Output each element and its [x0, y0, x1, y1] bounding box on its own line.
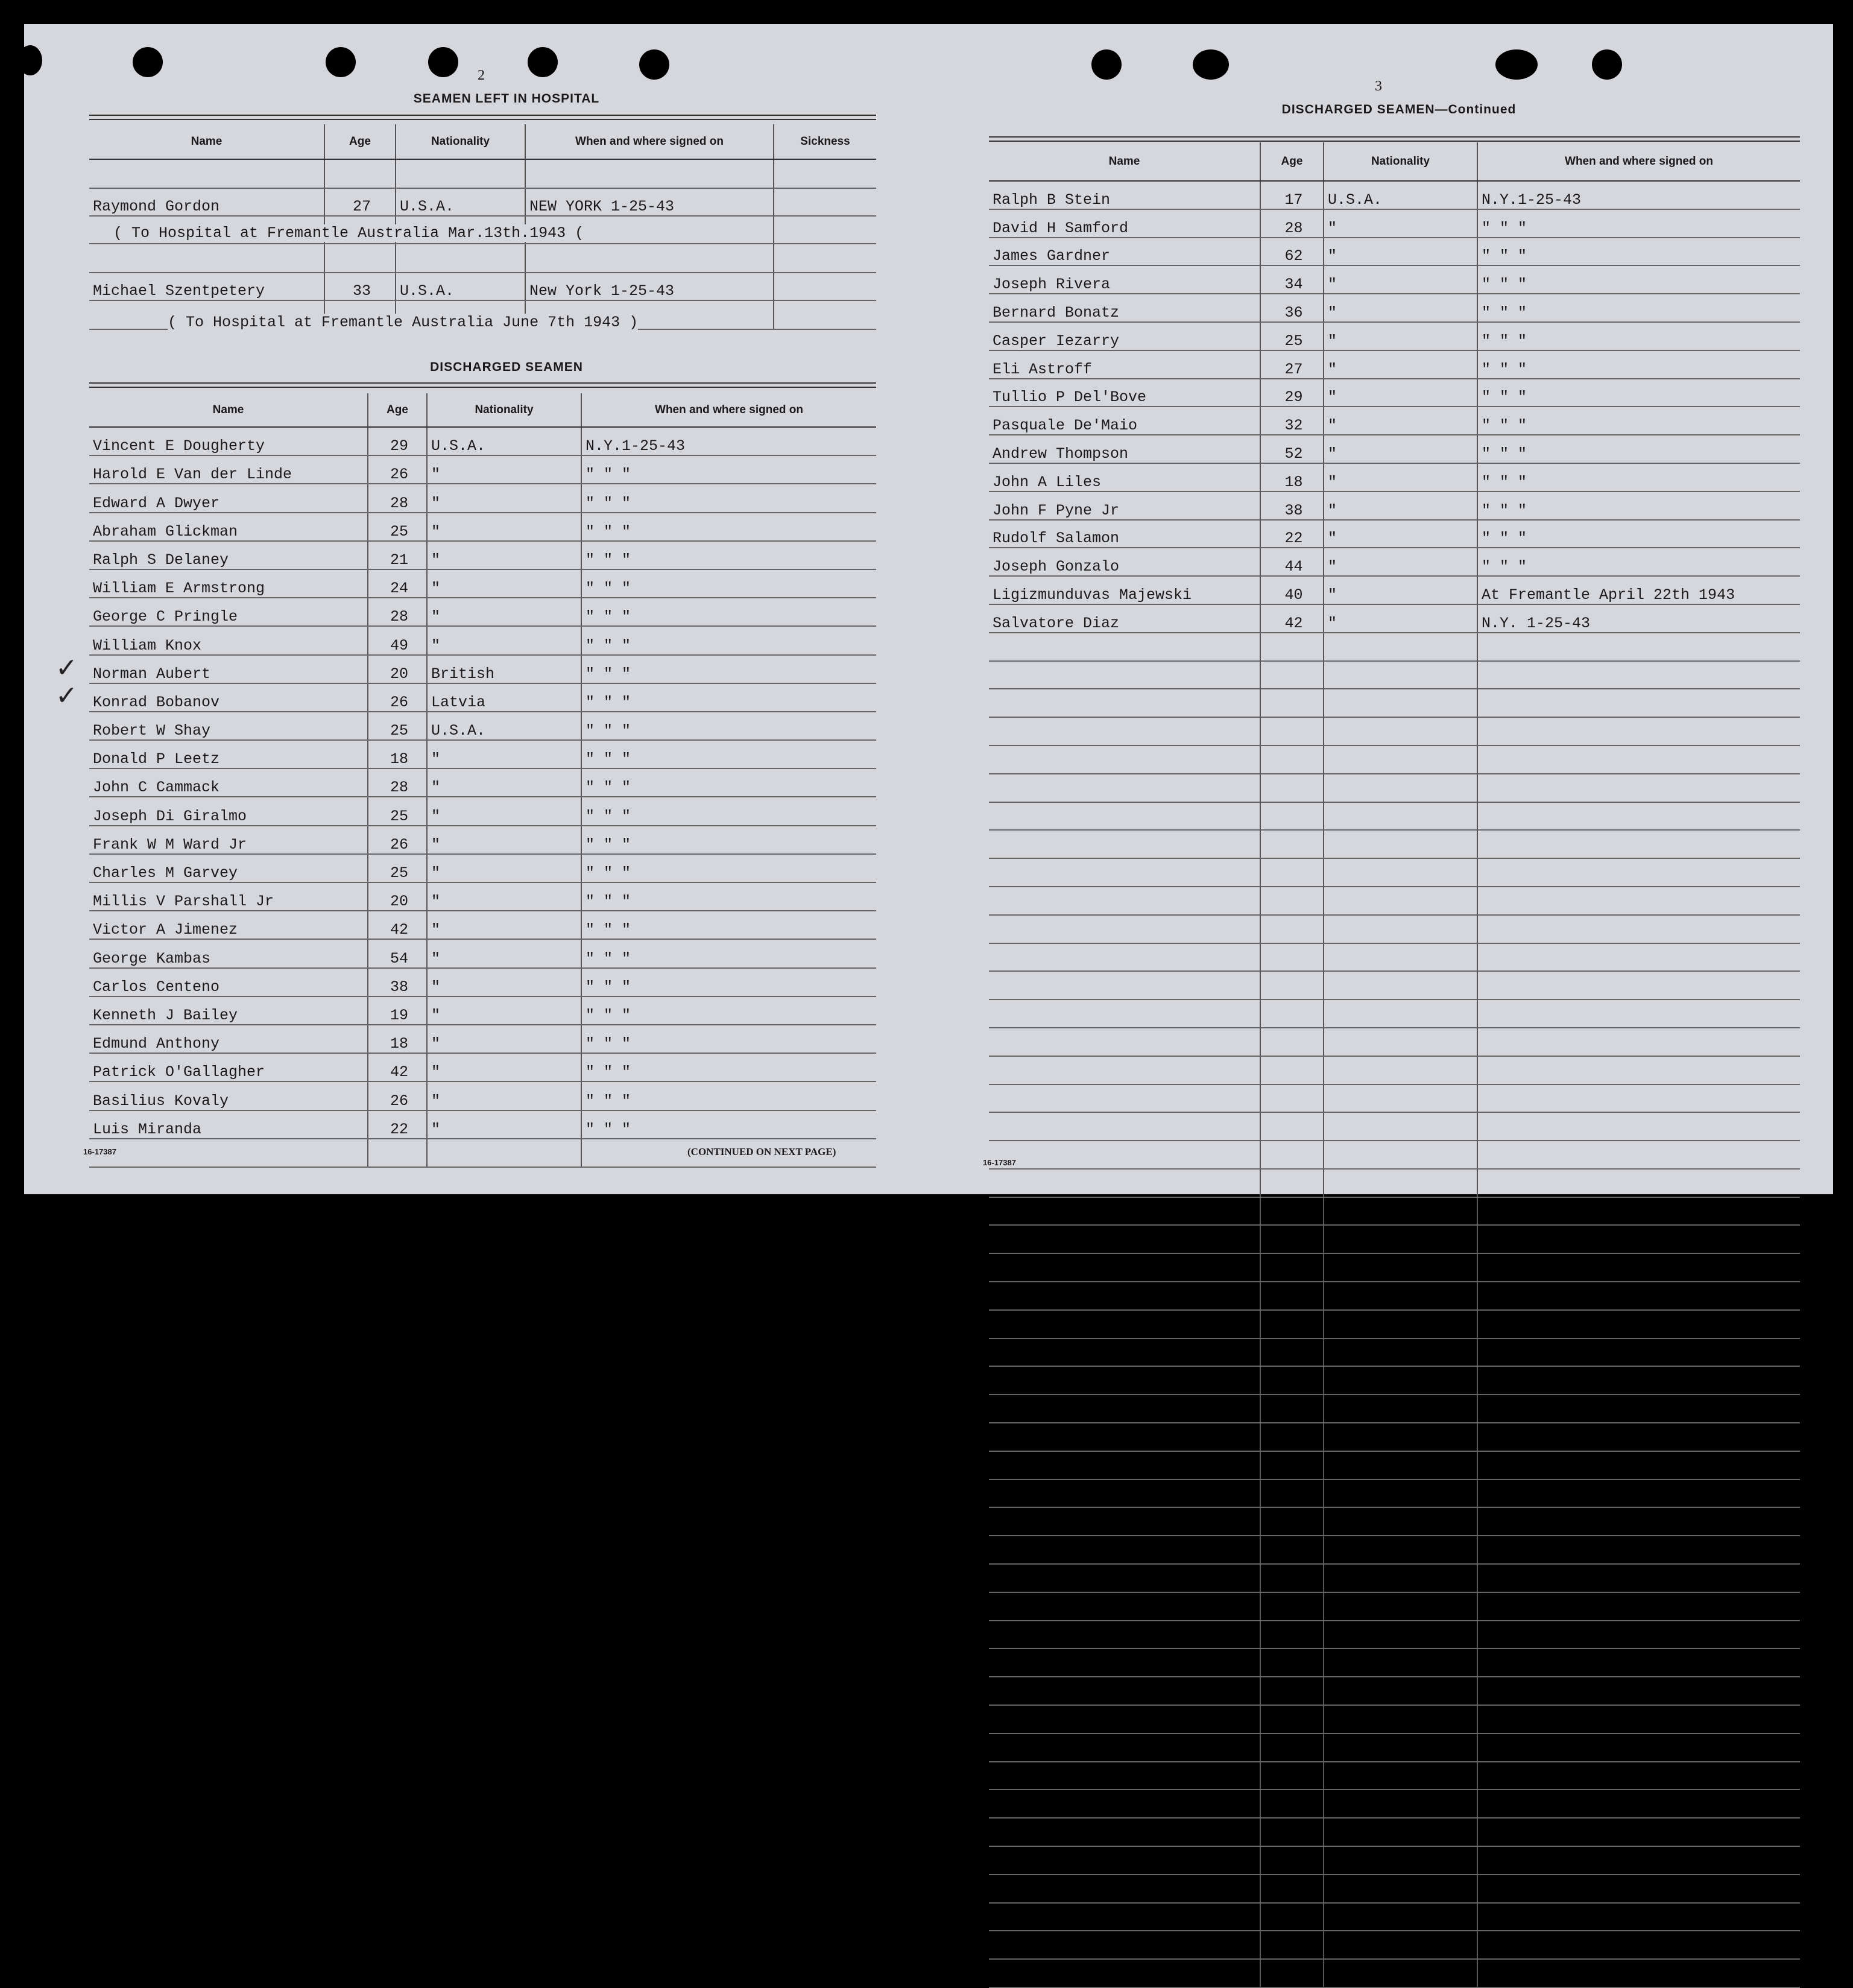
table-row [89, 1025, 876, 1053]
seaman-name: Ligizmunduvas Majewski [989, 576, 1260, 604]
col-header-name: Name [989, 142, 1260, 181]
table-row [989, 576, 1800, 604]
table-row [989, 492, 1800, 520]
seaman-age: 44 [1260, 548, 1324, 576]
page-number: 3 [1375, 78, 1382, 94]
checkmark: ✓ [55, 680, 78, 711]
table-row [989, 435, 1800, 463]
form-number: 16-17387 [83, 1147, 116, 1156]
seaman-name: Michael Szentpetery [89, 273, 324, 300]
title-rule [89, 382, 876, 388]
col-header-name: Name [89, 124, 324, 159]
seaman-age: 20 [368, 655, 427, 683]
seaman-name: Charles M Garvey [89, 854, 368, 882]
seaman-nationality: U.S.A. [427, 712, 581, 740]
seaman-nationality: " [427, 455, 581, 484]
seaman-nationality: " [427, 541, 581, 569]
table-row [89, 797, 876, 825]
binder-hole [1592, 49, 1622, 80]
table-row [989, 520, 1800, 548]
seaman-name: John C Cammack [89, 768, 368, 797]
seaman-signed-on: " " " [581, 1025, 876, 1053]
seaman-signed-on: " " " [581, 911, 876, 939]
seaman-age: 28 [368, 484, 427, 512]
seaman-name: Abraham Glickman [89, 513, 368, 541]
seaman-nationality: " [1324, 604, 1477, 633]
seaman-nationality: " [427, 797, 581, 825]
seaman-name: Luis Miranda [89, 1110, 368, 1139]
seaman-age: 24 [368, 569, 427, 598]
seaman-signed-on: " " " [581, 513, 876, 541]
seaman-nationality: " [427, 996, 581, 1025]
seaman-name: Victor A Jimenez [89, 911, 368, 939]
seaman-name: Casper Iezarry [989, 322, 1260, 350]
table-row [89, 768, 876, 797]
seaman-name: Edmund Anthony [89, 1025, 368, 1053]
seaman-signed-on: N.Y.1-25-43 [1477, 181, 1800, 209]
table-row [989, 548, 1800, 576]
seaman-signed-on: " " " [581, 712, 876, 740]
seaman-name: William E Armstrong [89, 569, 368, 598]
seaman-signed-on: " " " [581, 797, 876, 825]
seaman-signed-on: " " " [1477, 379, 1800, 407]
seaman-signed-on: " " " [581, 598, 876, 626]
seaman-nationality: " [427, 740, 581, 768]
seaman-nationality: " [427, 1053, 581, 1081]
seaman-name: Robert W Shay [89, 712, 368, 740]
seaman-name: Edward A Dwyer [89, 484, 368, 512]
table-row [89, 655, 876, 683]
table-row [989, 604, 1800, 633]
seaman-nationality: " [1324, 265, 1477, 294]
seaman-age: 27 [1260, 350, 1324, 379]
col-header-signed-on: When and where signed on [1477, 142, 1800, 181]
seaman-age: 54 [368, 939, 427, 967]
seaman-signed-on: " " " [1477, 322, 1800, 350]
seaman-nationality: " [427, 513, 581, 541]
table-row [89, 1053, 876, 1081]
table-row [89, 513, 876, 541]
seaman-signed-on: " " " [581, 569, 876, 598]
seaman-nationality: " [1324, 379, 1477, 407]
seaman-age: 20 [368, 882, 427, 911]
seaman-name: Konrad Bobanov [89, 683, 368, 712]
seaman-name: John A Liles [989, 463, 1260, 492]
seaman-nationality: U.S.A. [1324, 181, 1477, 209]
seaman-signed-on: " " " [581, 455, 876, 484]
checkmark: ✓ [55, 653, 78, 683]
seaman-age: 42 [368, 911, 427, 939]
seaman-nationality: " [1324, 294, 1477, 322]
seaman-age: 28 [1260, 209, 1324, 238]
table-row [989, 350, 1800, 379]
seaman-age: 26 [368, 826, 427, 854]
table-row [989, 209, 1800, 238]
seaman-nationality: " [427, 569, 581, 598]
seaman-age: 22 [368, 1110, 427, 1139]
table-row [989, 294, 1800, 322]
form-number: 16-17387 [983, 1158, 1016, 1167]
seaman-signed-on: " " " [581, 655, 876, 683]
table-row [89, 968, 876, 996]
seaman-age: 25 [368, 712, 427, 740]
seaman-name: Millis V Parshall Jr [89, 882, 368, 911]
seaman-age: 38 [1260, 492, 1324, 520]
seaman-signed-on: " " " [581, 1110, 876, 1139]
seaman-nationality: " [1324, 576, 1477, 604]
seaman-signed-on: At Fremantle April 22th 1943 [1477, 576, 1800, 604]
seaman-name: Eli Astroff [989, 350, 1260, 379]
manifest-sheet [24, 24, 1833, 1194]
seaman-signed-on: " " " [1477, 350, 1800, 379]
seaman-nationality: " [427, 598, 581, 626]
seaman-name: William Knox [89, 626, 368, 654]
col-header-signed-on: When and where signed on [525, 124, 774, 159]
binder-hole [133, 47, 163, 77]
seaman-name: Norman Aubert [89, 655, 368, 683]
col-header-signed-on: When and where signed on [581, 393, 876, 427]
discharged-section-title: DISCHARGED SEAMEN [430, 360, 583, 374]
seaman-name: Patrick O'Gallagher [89, 1053, 368, 1081]
seaman-name: Frank W M Ward Jr [89, 826, 368, 854]
table-row [89, 427, 876, 455]
seaman-sickness [774, 273, 876, 300]
seaman-signed-on: " " " [1477, 265, 1800, 294]
col-header-sickness: Sickness [774, 124, 876, 159]
col-header-age: Age [1260, 142, 1324, 181]
seaman-age: 27 [324, 188, 396, 216]
binder-hole [326, 47, 356, 77]
table-row [89, 911, 876, 939]
seaman-age: 22 [1260, 520, 1324, 548]
seaman-name: Vincent E Dougherty [89, 427, 368, 455]
seaman-nationality: " [427, 484, 581, 512]
seaman-name: Joseph Gonzalo [989, 548, 1260, 576]
seaman-signed-on: " " " [581, 626, 876, 654]
seaman-age: 49 [368, 626, 427, 654]
seaman-age: 62 [1260, 238, 1324, 266]
table-row [89, 882, 876, 911]
seaman-signed-on: " " " [1477, 294, 1800, 322]
seaman-name: Salvatore Diaz [989, 604, 1260, 633]
seaman-signed-on: " " " [1477, 520, 1800, 548]
table-row [89, 598, 876, 626]
seaman-nationality: " [427, 911, 581, 939]
table-row [89, 854, 876, 882]
seaman-age: 36 [1260, 294, 1324, 322]
hospital-note: ( To Hospital at Fremantle Australia Mar.13th.1943 ( [113, 224, 584, 242]
table-row [89, 939, 876, 967]
col-header-age: Age [368, 393, 427, 427]
table-row [89, 455, 876, 484]
seaman-age: 25 [368, 513, 427, 541]
seaman-signed-on: NEW YORK 1-25-43 [525, 188, 774, 216]
table-row [89, 273, 876, 300]
seaman-nationality: U.S.A. [427, 427, 581, 455]
seaman-age: 19 [368, 996, 427, 1025]
binder-hole [528, 47, 558, 77]
seaman-signed-on: " " " [581, 768, 876, 797]
binder-hole [639, 49, 669, 80]
seaman-name: Ralph B Stein [989, 181, 1260, 209]
seaman-signed-on: " " " [1477, 435, 1800, 463]
seaman-signed-on: " " " [581, 541, 876, 569]
seaman-name: Raymond Gordon [89, 188, 324, 216]
table-row [989, 379, 1800, 407]
seaman-nationality: " [427, 626, 581, 654]
seaman-age: 33 [324, 273, 396, 300]
table-row [989, 463, 1800, 492]
seaman-name: Ralph S Delaney [89, 541, 368, 569]
table-row [989, 407, 1800, 435]
seaman-nationality: " [427, 826, 581, 854]
seaman-age: 18 [1260, 463, 1324, 492]
seaman-name: Andrew Thompson [989, 435, 1260, 463]
seaman-age: 29 [1260, 379, 1324, 407]
seaman-nationality: " [427, 1081, 581, 1110]
title-rule [989, 136, 1800, 142]
seaman-nationality: " [1324, 463, 1477, 492]
binder-hole [428, 47, 458, 77]
seaman-nationality: " [1324, 492, 1477, 520]
table-row [89, 626, 876, 654]
seaman-nationality: " [1324, 407, 1477, 435]
seaman-name: Basilius Kovaly [89, 1081, 368, 1110]
seaman-nationality: " [427, 768, 581, 797]
binder-hole [1495, 49, 1538, 80]
seaman-nationality: " [1324, 322, 1477, 350]
seaman-signed-on: " " " [581, 1081, 876, 1110]
seaman-signed-on: " " " [581, 939, 876, 967]
seaman-name: Pasquale De'Maio [989, 407, 1260, 435]
table-row [989, 238, 1800, 266]
seaman-name: Joseph Rivera [989, 265, 1260, 294]
seaman-signed-on: N.Y. 1-25-43 [1477, 604, 1800, 633]
seaman-signed-on: " " " [1477, 463, 1800, 492]
seaman-signed-on: " " " [581, 854, 876, 882]
table-row [989, 265, 1800, 294]
page-number: 2 [478, 68, 485, 83]
seaman-name: David H Samford [989, 209, 1260, 238]
seaman-age: 26 [368, 455, 427, 484]
table-row [89, 683, 876, 712]
hospital-section-title: SEAMEN LEFT IN HOSPITAL [413, 92, 600, 106]
seaman-nationality: British [427, 655, 581, 683]
seaman-name: John F Pyne Jr [989, 492, 1260, 520]
seaman-age: 40 [1260, 576, 1324, 604]
seaman-nationality: " [1324, 520, 1477, 548]
seaman-nationality: " [427, 854, 581, 882]
seaman-nationality: " [427, 968, 581, 996]
table-row [89, 740, 876, 768]
col-header-nationality: Nationality [396, 124, 525, 159]
seaman-signed-on: " " " [1477, 548, 1800, 576]
table-row [89, 712, 876, 740]
seaman-signed-on: " " " [581, 740, 876, 768]
seaman-name: Kenneth J Bailey [89, 996, 368, 1025]
seaman-age: 18 [368, 1025, 427, 1053]
seaman-nationality: " [427, 882, 581, 911]
seaman-name: Tullio P Del'Bove [989, 379, 1260, 407]
seaman-name: Donald P Leetz [89, 740, 368, 768]
seaman-signed-on: " " " [581, 484, 876, 512]
seaman-signed-on: " " " [581, 968, 876, 996]
seaman-signed-on: " " " [581, 1053, 876, 1081]
hospital-note: ( To Hospital at Fremantle Australia June 7th 1943 ) [168, 314, 639, 331]
seaman-age: 21 [368, 541, 427, 569]
seaman-age: 42 [1260, 604, 1324, 633]
col-header-name: Name [89, 393, 368, 427]
continued-note: (CONTINUED ON NEXT PAGE) [687, 1146, 836, 1157]
seaman-age: 25 [368, 797, 427, 825]
seaman-nationality: " [427, 1110, 581, 1139]
seaman-age: 18 [368, 740, 427, 768]
seaman-age: 34 [1260, 265, 1324, 294]
seaman-signed-on: " " " [1477, 238, 1800, 266]
seaman-nationality: U.S.A. [396, 188, 525, 216]
seaman-age: 42 [368, 1053, 427, 1081]
seaman-nationality: " [1324, 435, 1477, 463]
seaman-age: 25 [1260, 322, 1324, 350]
seaman-signed-on: " " " [581, 826, 876, 854]
seaman-age: 38 [368, 968, 427, 996]
seaman-name: James Gardner [989, 238, 1260, 266]
seaman-nationality: Latvia [427, 683, 581, 712]
seaman-nationality: " [427, 939, 581, 967]
seaman-name: George C Pringle [89, 598, 368, 626]
table-row [89, 569, 876, 598]
binder-hole [18, 45, 42, 75]
seaman-sickness [774, 188, 876, 216]
seaman-name: Bernard Bonatz [989, 294, 1260, 322]
seaman-signed-on: " " " [581, 882, 876, 911]
seaman-signed-on: New York 1-25-43 [525, 273, 774, 300]
seaman-age: 28 [368, 598, 427, 626]
binder-hole [1091, 49, 1122, 80]
seaman-signed-on: " " " [581, 683, 876, 712]
seaman-signed-on: " " " [1477, 209, 1800, 238]
title-rule [89, 115, 876, 120]
binder-hole [1193, 49, 1229, 80]
col-header-nationality: Nationality [427, 393, 581, 427]
seaman-name: Carlos Centeno [89, 968, 368, 996]
seaman-age: 26 [368, 683, 427, 712]
seaman-signed-on: " " " [1477, 407, 1800, 435]
seaman-name: George Kambas [89, 939, 368, 967]
table-row [89, 188, 876, 216]
seaman-signed-on: " " " [1477, 492, 1800, 520]
table-row [89, 996, 876, 1025]
seaman-nationality: " [1324, 548, 1477, 576]
seaman-age: 26 [368, 1081, 427, 1110]
seaman-nationality: U.S.A. [396, 273, 525, 300]
seaman-nationality: " [1324, 350, 1477, 379]
seaman-name: Joseph Di Giralmo [89, 797, 368, 825]
seaman-signed-on: " " " [581, 996, 876, 1025]
table-row [89, 1081, 876, 1110]
table-row [989, 322, 1800, 350]
seaman-age: 29 [368, 427, 427, 455]
seaman-age: 17 [1260, 181, 1324, 209]
table-row [89, 541, 876, 569]
table-row [989, 181, 1800, 209]
seaman-nationality: " [427, 1025, 581, 1053]
discharged-table [89, 393, 876, 1168]
discharged-continued-title: DISCHARGED SEAMEN—Continued [1281, 103, 1517, 116]
seaman-age: 28 [368, 768, 427, 797]
seaman-nationality: " [1324, 209, 1477, 238]
seaman-age: 52 [1260, 435, 1324, 463]
table-row [89, 484, 876, 512]
table-row [89, 826, 876, 854]
seaman-age: 32 [1260, 407, 1324, 435]
seaman-signed-on: N.Y.1-25-43 [581, 427, 876, 455]
seaman-name: Harold E Van der Linde [89, 455, 368, 484]
col-header-nationality: Nationality [1324, 142, 1477, 181]
discharged-continued-table [989, 142, 1800, 1988]
col-header-age: Age [324, 124, 396, 159]
seaman-age: 25 [368, 854, 427, 882]
seaman-nationality: " [1324, 238, 1477, 266]
seaman-name: Rudolf Salamon [989, 520, 1260, 548]
table-row [89, 1110, 876, 1139]
